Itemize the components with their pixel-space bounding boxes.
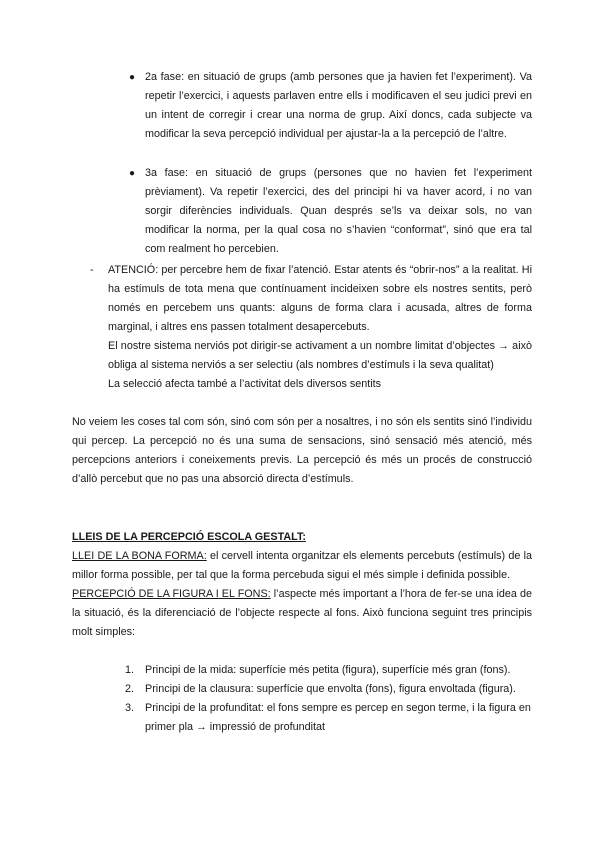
list-item xyxy=(125,680,545,699)
law-figure-ground-label: PERCEPCIÓ DE LA FIGURA I EL FONS: xyxy=(72,588,271,600)
closing-paragraph: No veiem les coses tal com són, sinó com són per a nosaltres, i no són els sentits sinó l’individu qui percep. La percepció no és una suma de sensacions, sinó sensació més atenció, més percepcions anteriors i coneixements previs. La percepció és més un procés de construcció d’allò percebut que no pas una absorció directa d’estímuls. xyxy=(72,416,532,485)
closing-paragraph-block xyxy=(72,413,532,489)
gestalt-section xyxy=(72,528,532,642)
dash-item-atencio xyxy=(90,261,532,394)
bullet-text: 2a fase: en situació de grups (amb persones que ja havien fet l’experiment). Va repetir l’exercici, i aquests parlaven entre ells i modificaven el seu judici previ en un intent de corregir i crear una norma de grup. Així doncs, cada subjecte va modificar la seva percepció individual per ajustar-la a la percepció de l’altre. xyxy=(145,71,532,140)
bullet-item-phase-2 xyxy=(129,68,532,144)
nervous-system-paragraph: El nostre sistema nerviós pot dirigir-se activament a un nombre limitat d’objectes → això obliga al sistema nerviós a ser selectiu (als nombres d’estímuls i la seva qualitat) xyxy=(108,340,532,371)
law-good-form-label: LLEI DE LA BONA FORMA: xyxy=(72,550,207,562)
list-item-text: Principi de la profunditat: el fons sempre es percep en segon terme, i la figura en primer pla → impressió de profunditat xyxy=(145,702,531,733)
bullet-item-phase-3 xyxy=(129,164,532,259)
list-number: 2. xyxy=(125,683,135,695)
law-figure-ground-text: l’aspecte més important a l’hora de fer-se una idea de la situació, és la diferenciació de l’objecte respecte al fons. Això funciona seguint tres principis molt simples: xyxy=(72,588,532,638)
law-figure-ground xyxy=(72,585,532,642)
selection-paragraph: La selecció afecta també a l’activitat dels diversos sentits xyxy=(108,378,382,390)
section-heading: LLEIS DE LA PERCEPCIÓ ESCOLA GESTALT: xyxy=(72,531,306,543)
atencio-paragraph: ATENCIÓ: per percebre hem de fixar l’atenció. Estar atents és “obrir-nos” a la realitat. Hi ha estímuls de tota mena que contínuament incideixen sobre els nostres sentits, però només en percebem uns quants: alguns de forma clara i acusada, altres de forma marginal, i altres ens passen totalment desapercebuts. xyxy=(108,264,532,333)
bullet-text: 3a fase: en situació de grups (persones que no havien fet l’experiment prèviament). Va repetir l’exercici, des del principi hi va haver acord, i no van sorgir diferències individuals. Quan després se’ls va deixar sols, no van modificar la norma, per la qual cosa no s’havien “conformat”, sinó que era tal com realment ho percebien. xyxy=(145,167,532,255)
bullet-icon: ● xyxy=(129,168,136,179)
dash-marker: - xyxy=(90,264,94,276)
principles-list xyxy=(125,661,545,737)
list-number: 1. xyxy=(125,664,135,676)
list-number: 3. xyxy=(125,702,135,714)
list-item-text: Principi de la mida: superfície més petita (figura), superfície més gran (fons). xyxy=(145,664,511,676)
law-good-form-text: el cervell intenta organitzar els elements percebuts (estímuls) de la millor forma possible, per tal que la forma percebuda sigui el més simple i definida possible. xyxy=(72,550,533,581)
bullet-icon: ● xyxy=(129,72,136,83)
list-item xyxy=(125,661,545,680)
list-item xyxy=(125,699,545,737)
law-good-form xyxy=(72,547,532,585)
list-item-text: Principi de la clausura: superfície que envolta (fons), figura envoltada (figura). xyxy=(145,683,516,695)
